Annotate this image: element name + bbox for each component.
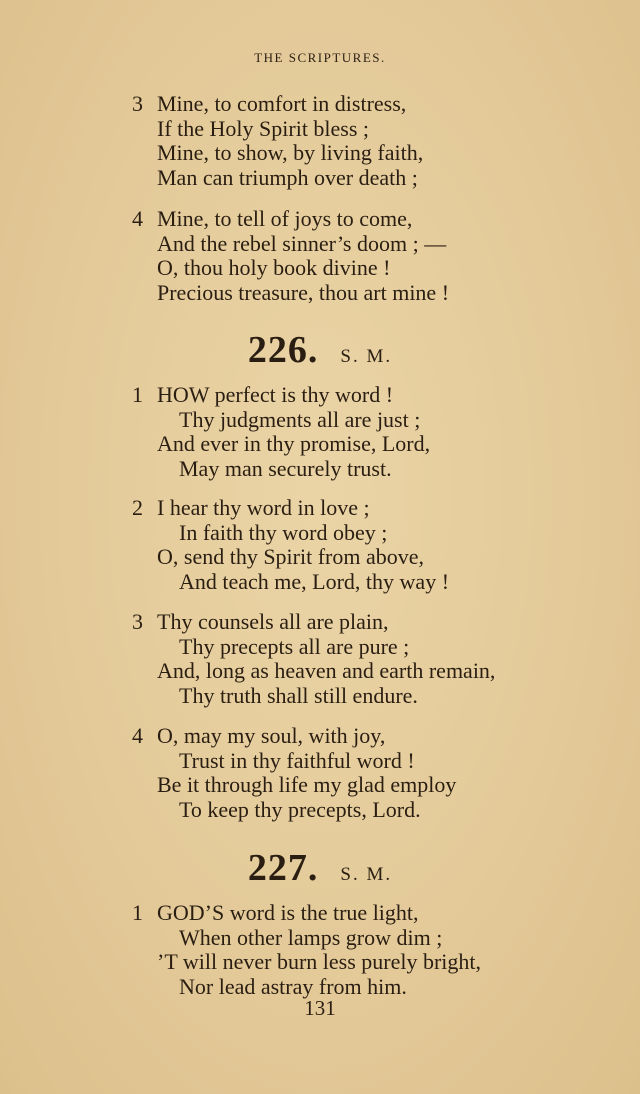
verse-number: 1 xyxy=(132,900,143,925)
hymn-number: 227. xyxy=(247,847,319,889)
verse-line-text: Mine, to comfort in distress, xyxy=(157,91,407,116)
verse-line-text: And ever in thy promise, Lord, xyxy=(157,431,431,456)
verse-number: 4 xyxy=(132,206,143,231)
verse-line-text: And the rebel sinner’s doom ; — xyxy=(157,230,447,256)
verse-line-text: In faith thy word obey ; xyxy=(179,519,388,545)
verse-line-text: When other lamps grow dim ; xyxy=(179,924,443,950)
hymn-227-heading xyxy=(0,846,640,890)
verse-line-text: HOW perfect is thy word ! xyxy=(157,382,394,407)
verse-line-text: Thy truth shall still endure. xyxy=(179,682,418,708)
verse-number: 1 xyxy=(132,382,143,407)
verse-line-text: I hear thy word in love ; xyxy=(157,495,370,520)
verse-number: 3 xyxy=(132,91,143,116)
verse-number: 2 xyxy=(132,495,143,520)
verse-line-text: And, long as heaven and earth remain, xyxy=(157,658,496,683)
verse-line-text: Be it through life my glad employ xyxy=(157,772,457,797)
running-head: THE SCRIPTURES. xyxy=(254,50,386,65)
hymn-meter: S. M. xyxy=(340,864,393,885)
verse-number: 4 xyxy=(132,723,143,748)
hymn-meter: S. M. xyxy=(340,346,393,367)
verse-line-text: Precious treasure, thou art mine ! xyxy=(157,279,450,305)
verse-line-text: Nor lead astray from him. xyxy=(179,973,407,999)
hymn-226-heading xyxy=(0,328,640,372)
verse-line-text: Thy counsels all are plain, xyxy=(157,609,389,634)
verse-line-text: And teach me, Lord, thy way ! xyxy=(179,568,450,594)
verse-line-text: O, thou holy book divine ! xyxy=(157,255,391,280)
verse-line-text: GOD’S word is the true light, xyxy=(157,900,419,925)
verse-line-text: Trust in thy faithful word ! xyxy=(179,747,415,773)
verse-line-text: Thy judgments all are just ; xyxy=(179,406,421,432)
verse-line-text: ’T will never burn less purely bright, xyxy=(157,949,482,974)
verse-number: 3 xyxy=(132,609,143,634)
verse-line-text: If the Holy Spirit bless ; xyxy=(157,115,370,141)
verse-line-text: Mine, to tell of joys to come, xyxy=(157,206,413,231)
verse-line-text: O, send thy Spirit from above, xyxy=(157,544,425,569)
verse-line-text: O, may my soul, with joy, xyxy=(157,723,386,748)
verse-line-text: To keep thy precepts, Lord. xyxy=(179,796,421,822)
verse-line-text: May man securely trust. xyxy=(179,455,392,481)
verse-line-text: Man can triumph over death ; xyxy=(157,164,418,190)
verse-line-text: Thy precepts all are pure ; xyxy=(179,633,410,659)
page-number: 131 xyxy=(304,996,336,1020)
verse-line-text: Mine, to show, by living faith, xyxy=(157,140,424,165)
hymn-number: 226. xyxy=(247,329,319,371)
